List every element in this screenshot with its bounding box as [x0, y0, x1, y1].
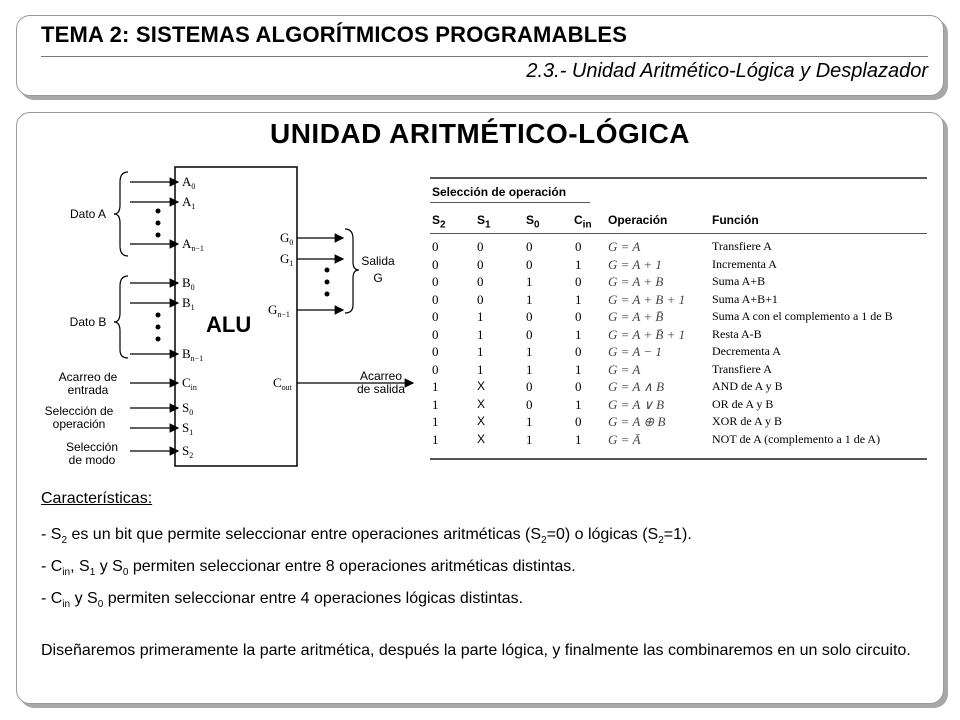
- cell-fn: Transfiere A: [712, 361, 772, 376]
- pin-g1-label: $G_1$: [280, 251, 294, 268]
- table-row: [430, 274, 927, 291]
- cell-fn: OR de A y B: [712, 396, 774, 411]
- label-seleccion-operacion: Selección de operación: [44, 404, 114, 431]
- pin-bn-label: $B_{n-1}$: [182, 346, 204, 363]
- cell-fn: Suma A+B+1: [712, 291, 778, 306]
- cell-cin: 0: [575, 379, 582, 394]
- table-row: [430, 257, 927, 274]
- table-row: [430, 379, 927, 396]
- pin-s1-label: $S_1$: [182, 420, 194, 437]
- cell-s2: 1: [432, 414, 439, 429]
- col-s2-header: $S_2$: [432, 213, 446, 231]
- cell-s0: 0: [526, 379, 533, 394]
- cell-cin: 0: [575, 414, 582, 429]
- cell-cin: 1: [575, 256, 582, 272]
- cell-op: G = A ∧ B: [608, 379, 665, 394]
- table-row: [430, 362, 927, 379]
- cell-s1: 0: [477, 239, 484, 254]
- cell-s0: 1: [526, 274, 533, 289]
- cell-s1: 1: [477, 344, 484, 359]
- cell-cin: 1: [575, 326, 582, 342]
- cell-s1: X: [477, 396, 486, 411]
- cell-s1: 1: [477, 361, 484, 377]
- cell-op: G = A + B̄: [608, 309, 664, 324]
- cell-op: G = A + B + 1: [608, 291, 686, 307]
- pin-g0-label: $G_0$: [280, 230, 294, 247]
- cell-s1: X: [477, 414, 486, 428]
- cell-s2: 0: [432, 274, 439, 289]
- header-subtitle: 2.3.- Unidad Aritmético-Lógica y Desplazador: [526, 60, 928, 82]
- cell-s1: 1: [477, 309, 484, 324]
- cell-fn: Resta A-B: [712, 326, 762, 341]
- cell-s2: 0: [432, 361, 439, 377]
- cell-s0: 1: [526, 361, 533, 377]
- table-row: [430, 344, 927, 361]
- cell-op: G = A: [608, 361, 641, 377]
- pin-cin-label: $C_{in}$: [182, 375, 197, 392]
- cell-s0: 1: [526, 414, 533, 429]
- table-top-rule: [430, 177, 927, 179]
- pin-gn-label: $G_{n-1}$: [268, 302, 290, 319]
- label-acarreo-entrada: Acarreo de entrada: [58, 370, 118, 397]
- cell-s1: 1: [477, 326, 484, 342]
- slide-title: UNIDAD ARITMÉTICO-LÓGICA: [269, 118, 691, 149]
- feature-line-3: - $C_{in}$ y $S_0$ permiten seleccionar entre 4 operaciones lógicas distintas.: [41, 590, 524, 611]
- table-row: [430, 239, 927, 256]
- label-dato-b: Dato B: [69, 315, 107, 329]
- cell-op: G = A − 1: [608, 344, 662, 359]
- cell-s0: 1: [526, 291, 533, 307]
- col-funcion-header: Función: [712, 213, 759, 227]
- cell-cin: 1: [575, 361, 582, 377]
- cell-fn: NOT de A (complemento a 1 de A): [712, 431, 881, 446]
- table-group-rule: [430, 202, 590, 203]
- table-row: [430, 292, 927, 309]
- pin-a1-label: $A_1$: [182, 194, 196, 211]
- col-cin-header: $C_{in}$: [574, 213, 592, 231]
- cell-s2: 0: [432, 326, 439, 342]
- cell-s0: 0: [526, 309, 533, 324]
- col-operacion-header: Operación: [608, 213, 668, 227]
- cell-s0: 0: [526, 239, 533, 254]
- cell-s1: 0: [477, 256, 484, 272]
- input-braces: [114, 172, 128, 358]
- cell-cin: 0: [575, 239, 582, 254]
- cell-s1: 0: [477, 274, 484, 289]
- cell-fn: Suma A con el complemento a 1 de B: [712, 309, 893, 323]
- col-s0-header: $S_0$: [526, 213, 540, 231]
- cell-s1: X: [477, 379, 486, 393]
- cell-s2: 1: [432, 396, 439, 412]
- cell-cin: 1: [575, 431, 582, 447]
- table-row: [430, 414, 927, 431]
- summary-paragraph: Diseñaremos primeramente la parte aritmética, después la parte lógica, y finalmente las combinaremos en un solo circuito.: [41, 642, 911, 659]
- cell-s2: 0: [432, 344, 439, 359]
- pin-b1-label: $B_1$: [182, 295, 195, 312]
- col-s1-header: $S_1$: [477, 213, 491, 231]
- cell-s2: 0: [432, 309, 439, 324]
- cell-s0: 0: [526, 326, 533, 342]
- label-seleccion-modo: Selección de modo: [65, 440, 119, 467]
- pin-an-label: $A_{n-1}$: [182, 236, 204, 253]
- cell-op: G = A ∨ B: [608, 396, 665, 412]
- pin-b0-label: $B_0$: [182, 275, 195, 292]
- pin-a0-label: $A_0$: [182, 174, 196, 191]
- alu-block-label: ALU: [206, 312, 252, 337]
- cell-s0: 0: [526, 396, 533, 412]
- header-title: TEMA 2: SISTEMAS ALGORÍTMICOS PROGRAMABLES: [41, 22, 628, 47]
- cell-op: G = A + 1: [608, 256, 662, 272]
- table-header-rule: [430, 233, 927, 234]
- cell-op: G = A: [608, 239, 641, 254]
- cell-s2: 1: [432, 379, 439, 394]
- cell-fn: Suma A+B: [712, 274, 766, 288]
- cell-fn: Transfiere A: [712, 239, 772, 253]
- cell-op: G = A ⊕ B: [608, 414, 666, 429]
- cell-cin: 0: [575, 344, 582, 359]
- table-row: [430, 327, 927, 344]
- cell-cin: 1: [575, 396, 582, 412]
- pin-cout-label: $C_{out}$: [273, 375, 292, 392]
- cell-fn: Incrementa A: [712, 256, 777, 271]
- cell-s2: 0: [432, 291, 439, 307]
- table-bottom-rule: [430, 458, 927, 460]
- cell-s0: 1: [526, 431, 533, 447]
- label-acarreo-salida: Acarreo de salida: [356, 369, 406, 396]
- cell-fn: XOR de A y B: [712, 414, 783, 428]
- cell-s2: 0: [432, 239, 439, 254]
- cell-op: G = Ā: [608, 431, 641, 447]
- cell-cin: 0: [575, 309, 582, 324]
- cell-s2: 0: [432, 256, 439, 272]
- feature-line-1: - $S_2$ es un bit que permite seleccionar entre operaciones aritméticas $(S_2=0)$ o lógicas $(S_2=1)$.: [41, 526, 692, 547]
- cell-cin: 0: [575, 274, 582, 289]
- cell-cin: 1: [575, 291, 582, 307]
- pin-s2-label: $S_2$: [182, 443, 194, 460]
- cell-s1: X: [477, 431, 486, 446]
- table-row: [430, 309, 927, 326]
- table-row: [430, 432, 927, 449]
- table-row: [430, 397, 927, 414]
- features-title: Características:: [41, 490, 153, 507]
- cell-op: G = A + B: [608, 274, 664, 289]
- label-dato-a: Dato A: [69, 207, 107, 221]
- cell-s0: 0: [526, 256, 533, 272]
- cell-s2: 1: [432, 431, 439, 447]
- label-salida-g: Salida G: [361, 254, 395, 285]
- cell-fn: Decrementa A: [712, 344, 781, 358]
- input-arrows: [130, 182, 178, 451]
- cell-fn: AND de A y B: [712, 379, 783, 393]
- feature-line-2: - $C_{in}$, $S_1$ y $S_0$ permiten seleccionar entre 8 operaciones aritméticas distintas.: [41, 558, 576, 579]
- operation-table: [430, 177, 927, 460]
- cell-s0: 1: [526, 344, 533, 359]
- table-group-header: Selección de operación: [432, 185, 567, 199]
- pin-s0-label: $S_0$: [182, 400, 194, 417]
- cell-op: G = A + B̄ + 1: [608, 326, 686, 342]
- cell-s1: 0: [477, 291, 484, 307]
